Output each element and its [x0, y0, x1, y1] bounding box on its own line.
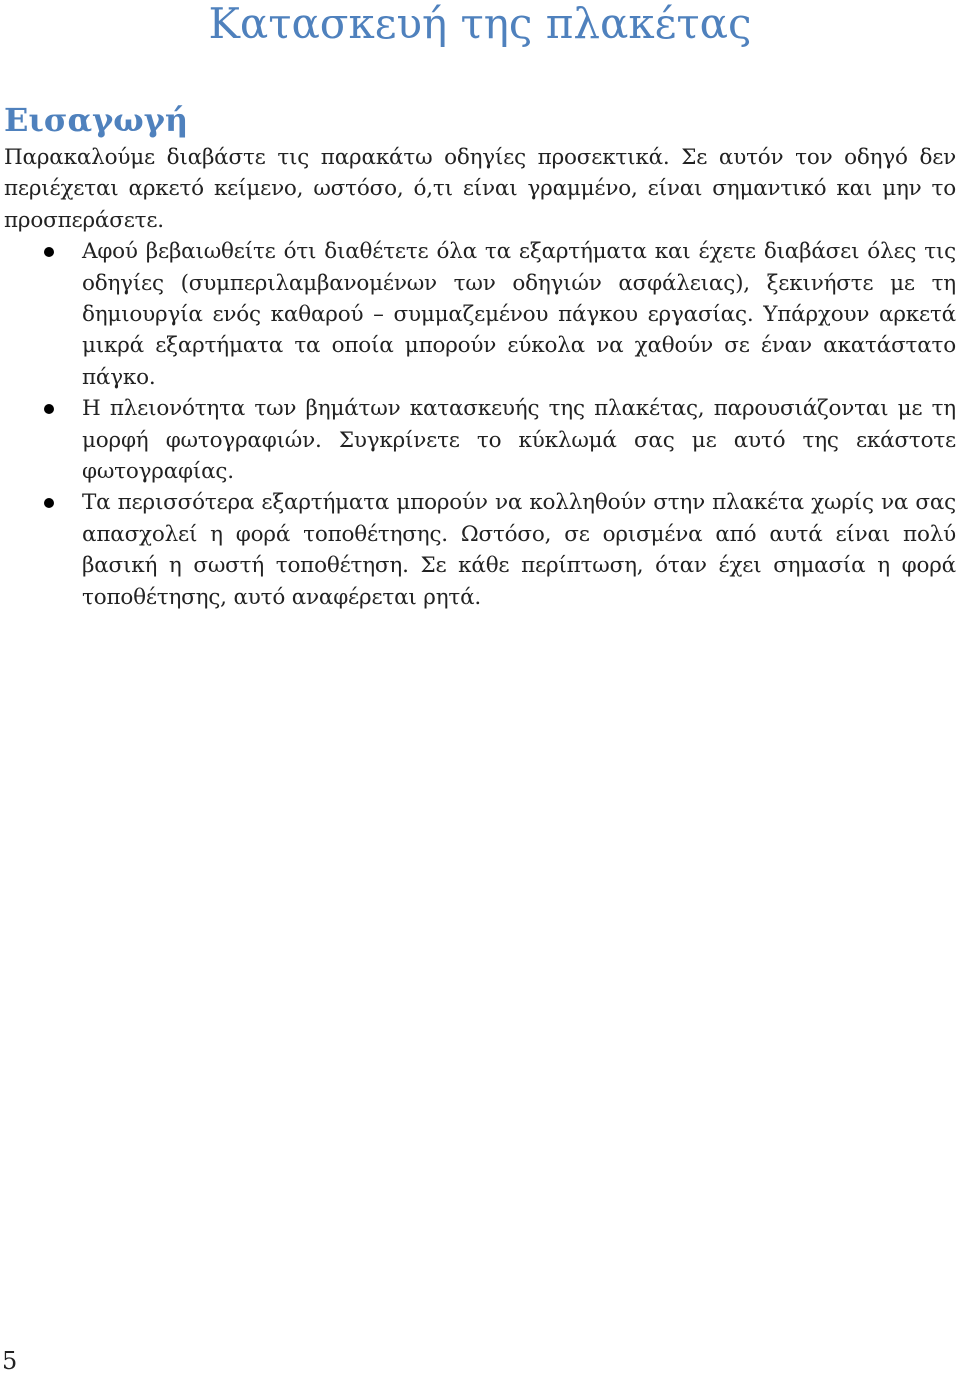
- bullet-icon: [44, 247, 54, 257]
- page-number: 5: [2, 1347, 18, 1375]
- list-item: [4, 236, 956, 393]
- list-item-text: Τα περισσότερα εξαρτήματα μπορούν να κολληθούν στην πλακέτα χωρίς να σας απασχολεί η φορά τοποθέτησης. Ωστόσο, σε ορισμένα από αυτά είναι πολύ βασική η σωστή τοποθέτηση. Σε κάθε περίπτωση, όταν έχει σημασία η φορά τοποθέτησης, αυτό αναφέρεται ρητά.: [82, 490, 956, 610]
- list-item: [4, 487, 956, 613]
- document-body: [4, 142, 956, 613]
- bullet-icon: [44, 498, 54, 508]
- page-title: Κατασκευή της πλακέτας: [208, 0, 752, 48]
- intro-paragraph: Παρακαλούμε διαβάστε τις παρακάτω οδηγίες προσεκτικά. Σε αυτόν τον οδηγό δεν περιέχεται αρκετό κείμενο, ωστόσο, ό,τι είναι γραμμένο, είναι σημαντικό και μην το προσπεράσετε.: [4, 145, 956, 233]
- instructions-list: [4, 236, 956, 613]
- section-heading: Εισαγωγή: [4, 101, 189, 139]
- bullet-icon: [44, 404, 54, 414]
- list-item-text: Αφού βεβαιωθείτε ότι διαθέτετε όλα τα εξαρτήματα και έχετε διαβάσει όλες τις οδηγίες (συμπεριλαμβανομένων των οδηγιών ασφάλειας), ξεκινήστε με τη δημιουργία ενός καθαρού – συμμαζεμένου πάγκου εργασίας. Υπάρχουν αρκετά μικρά εξαρτήματα τα οποία μπορούν εύκολα να χαθούν σε έναν ακατάστατο πάγκο.: [82, 239, 956, 390]
- list-item: [4, 393, 956, 487]
- list-item-text: Η πλειονότητα των βημάτων κατασκευής της πλακέτας, παρουσιάζονται με τη μορφή φωτογραφιών. Συγκρίνετε το κύκλωμά σας με αυτό της εκάστοτε φωτογραφίας.: [82, 396, 956, 485]
